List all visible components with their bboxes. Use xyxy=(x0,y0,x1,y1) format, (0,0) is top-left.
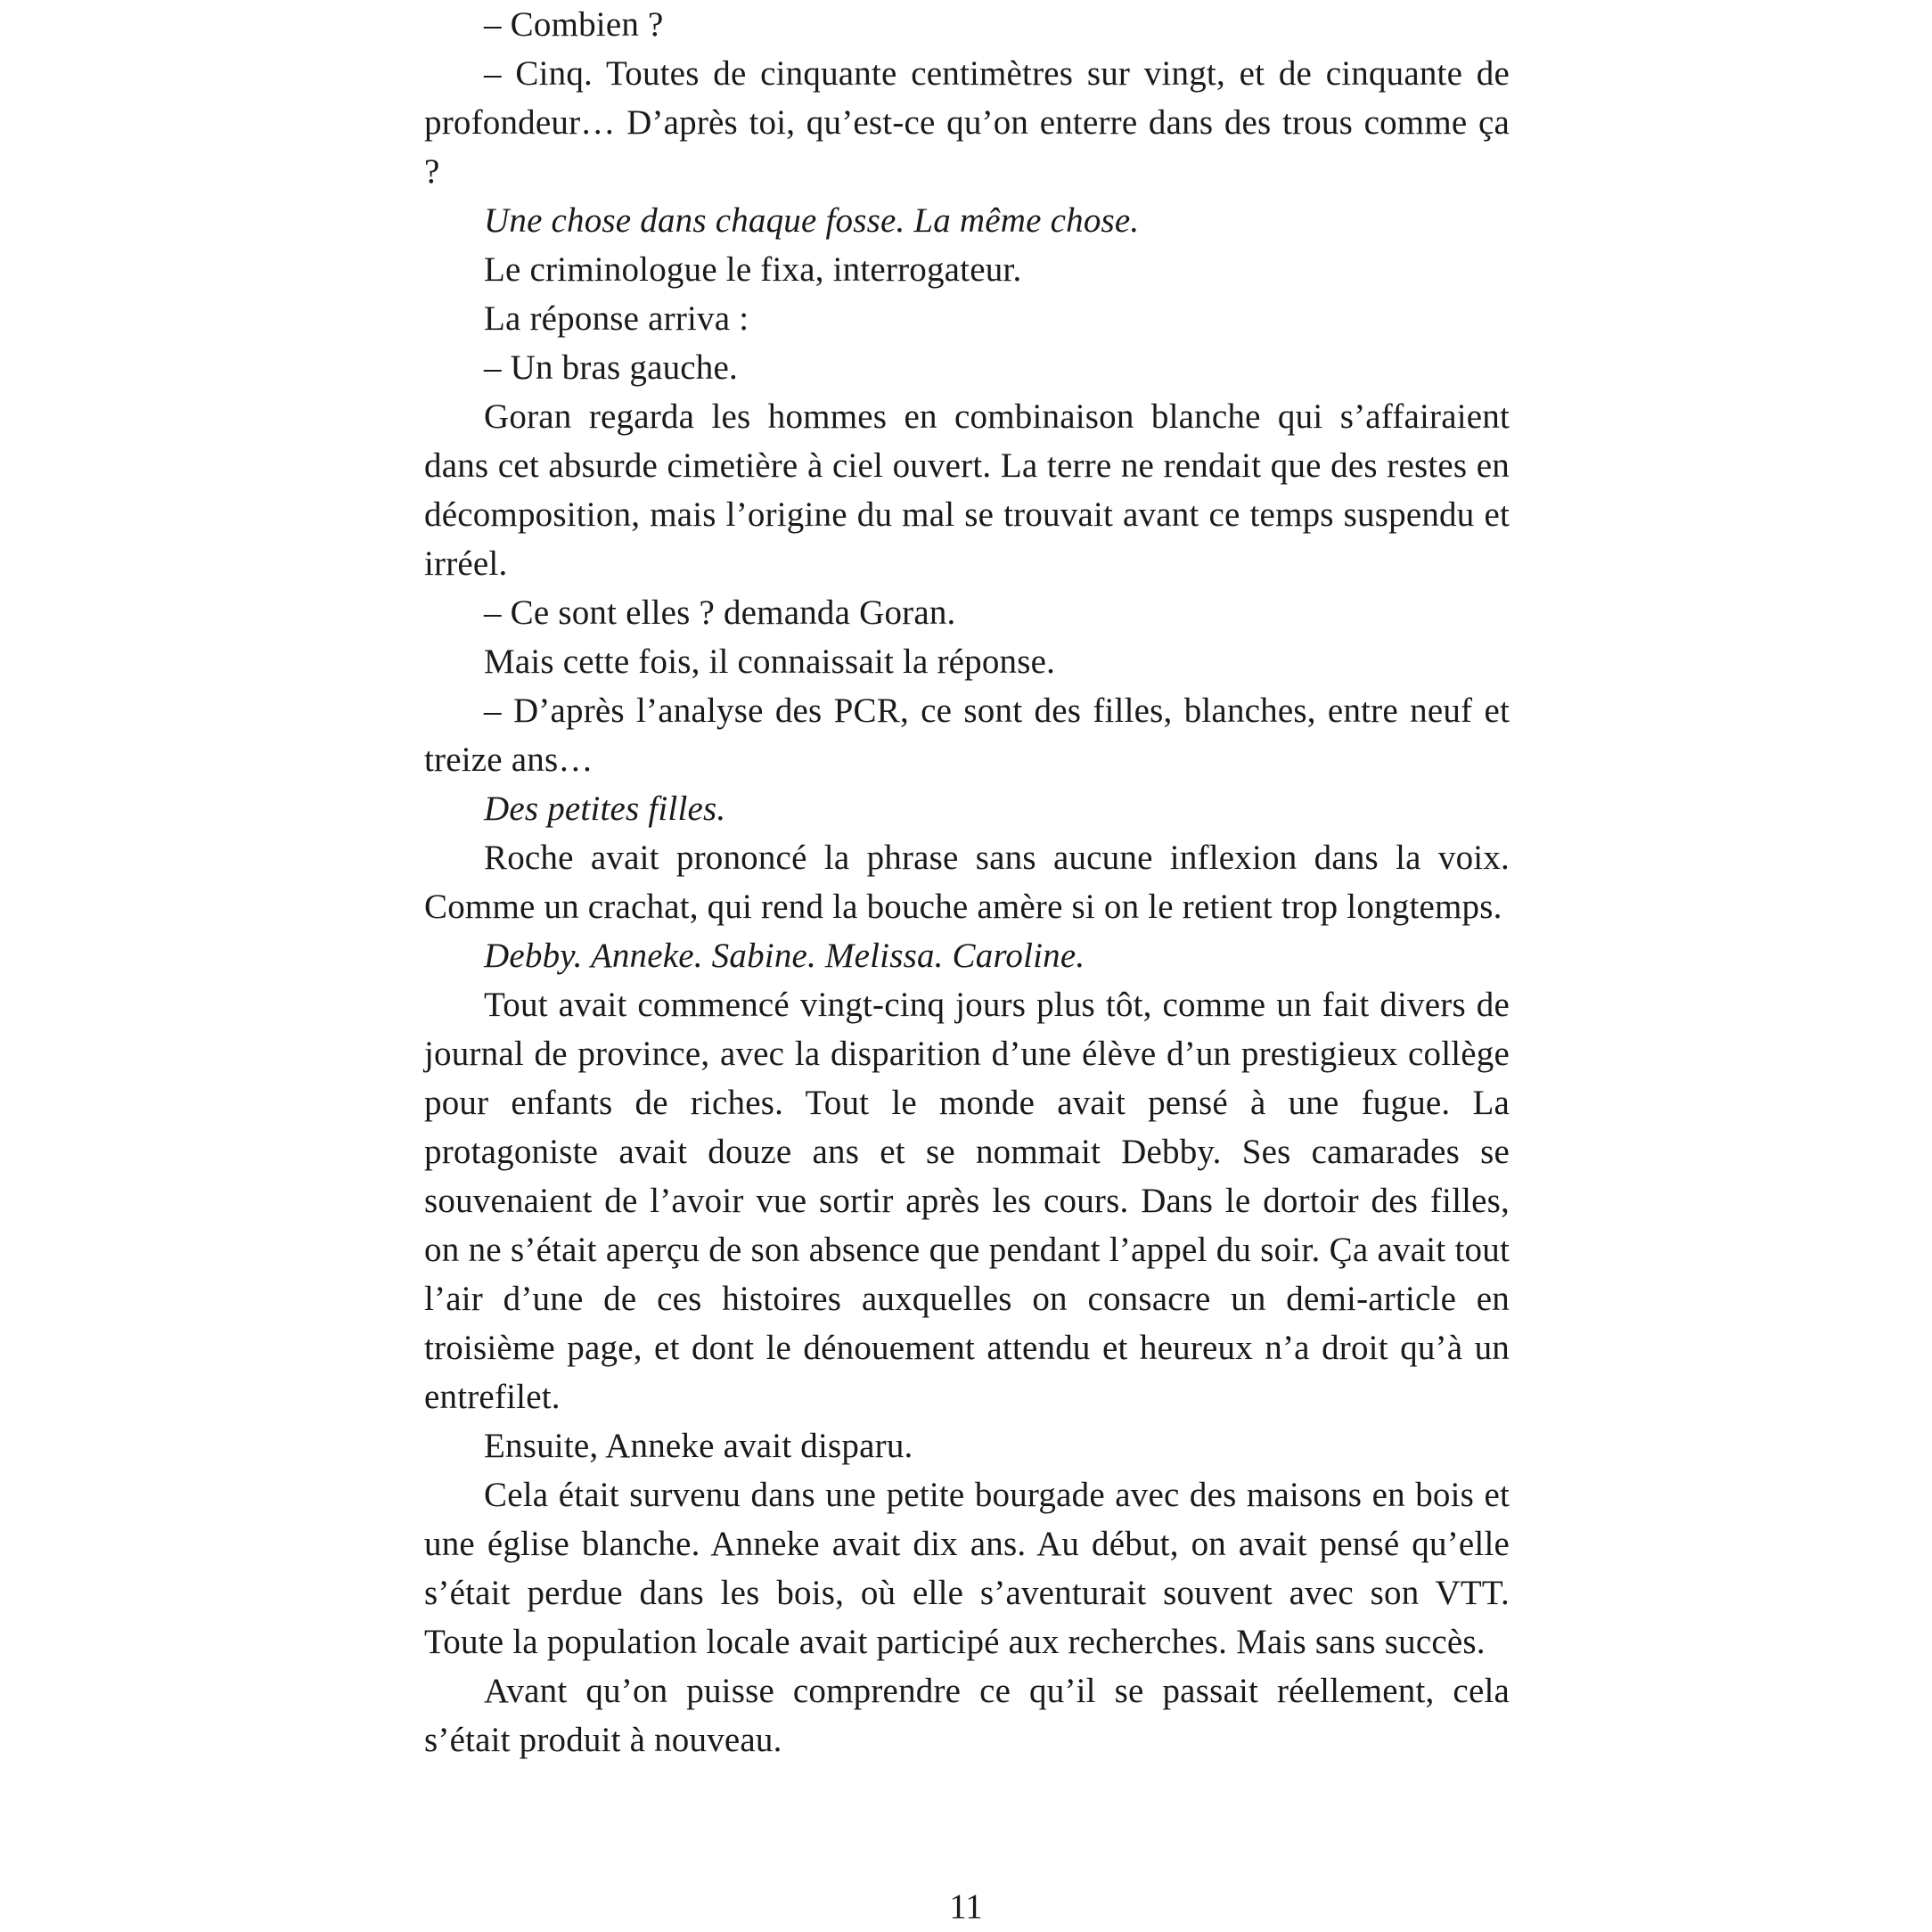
paragraph-16: Cela était survenu dans une petite bourgade avec des maisons en bois et une église blanche. Anneke avait dix ans. Au début, on avait pensé qu’elle s’était perdue dans les bois, où elle s’aventurait souvent avec son VTT. Toute la population locale avait participé aux recherches. Mais sans succès. xyxy=(424,1476,1510,1661)
paragraph-9: Mais cette fois, il connaissait la réponse. xyxy=(484,643,1056,681)
paragraph-6: – Un bras gauche. xyxy=(484,348,738,387)
paragraph-7: Goran regarda les hommes en combinaison blanche qui s’affairaient dans cet absurde cimetière à ciel ouvert. La terre ne rendait que des restes en décomposition, mais l’origine du mal se trouvait avant ce temps suspendu et irréel. xyxy=(424,397,1510,583)
page-number: 11 xyxy=(949,1887,983,1926)
paragraph-5: La réponse arriva : xyxy=(484,299,749,338)
paragraph-11-italic: Des petites filles. xyxy=(484,790,726,828)
paragraph-10: – D’après l’analyse des PCR, ce sont des filles, blanches, entre neuf et treize ans… xyxy=(424,692,1510,779)
paragraph-12: Roche avait prononcé la phrase sans aucune inflexion dans la voix. Comme un crachat, qui rend la bouche amère si on le retient trop longtemps. xyxy=(424,839,1510,926)
paragraph-14: Tout avait commencé vingt-cinq jours plus tôt, comme un fait divers de journal de province, avec la disparition d’une élève d’un prestigieux collège pour enfants de riches. Tout le monde avait pensé à une fugue. La protagoniste avait douze ans et se nommait Debby. Ses camarades se souvenaient de l’avoir vue sortir après les cours. Dans le dortoir des filles, on ne s’était aperçu de son absence que pendant l’appel du soir. Ça avait tout l’air d’une de ces histoires auxquelles on consacre un demi-article en troisième page, et dont le dénouement attendu et heureux n’a droit qu’à un entrefilet. xyxy=(424,986,1510,1416)
paragraph-15: Ensuite, Anneke avait disparu. xyxy=(484,1427,913,1465)
body-text xyxy=(424,0,1510,1764)
paragraph-3-italic: Une chose dans chaque fosse. La même chose. xyxy=(484,201,1140,240)
paragraph-2: – Cinq. Toutes de cinquante centimètres sur vingt, et de cinquante de profondeur… D’après toi, qu’est-ce qu’on enterre dans des trous comme ça ? xyxy=(424,54,1510,191)
paragraph-13-italic: Debby. Anneke. Sabine. Melissa. Caroline. xyxy=(484,937,1085,975)
paragraph-1: – Combien ? xyxy=(484,5,664,44)
paragraph-17: Avant qu’on puisse comprendre ce qu’il se passait réellement, cela s’était produit à nouveau. xyxy=(424,1672,1510,1759)
paragraph-8: – Ce sont elles ? demanda Goran. xyxy=(484,594,956,632)
paragraph-4: Le criminologue le fixa, interrogateur. xyxy=(484,250,1022,289)
